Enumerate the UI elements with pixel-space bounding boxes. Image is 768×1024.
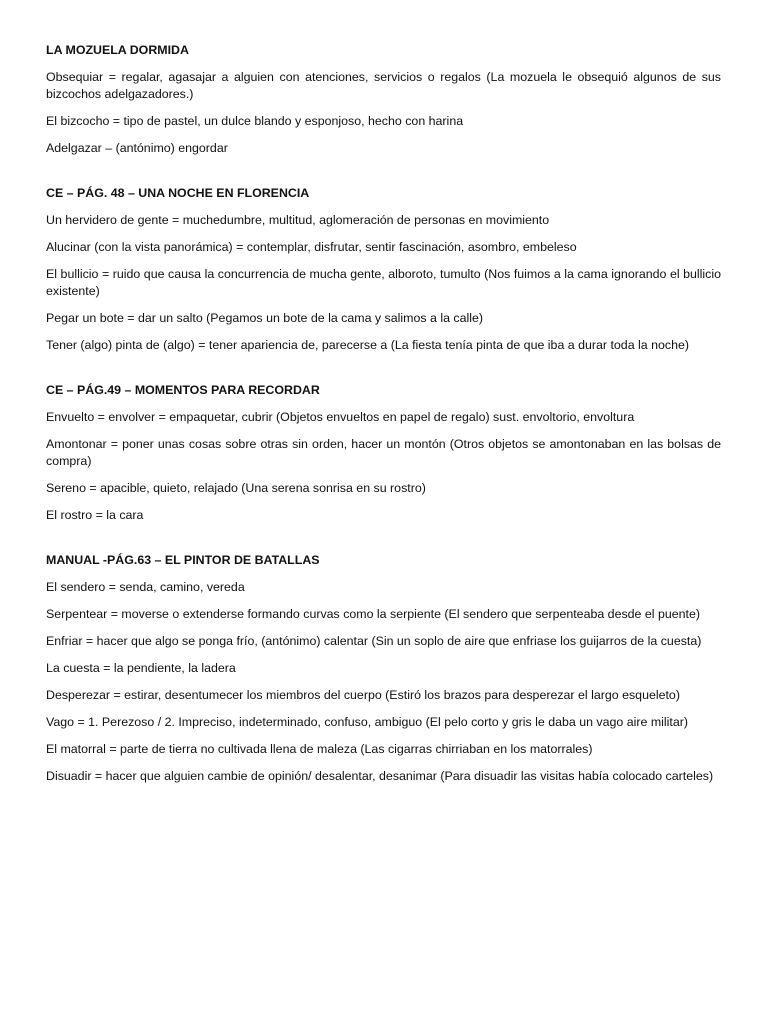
vocabulary-entry: Envuelto = envolver = empaquetar, cubrir (Objetos envueltos en papel de regalo) sust. envoltorio, envoltura xyxy=(46,410,635,424)
section-momentos-para-recordar xyxy=(46,382,721,524)
section-una-noche-en-florencia xyxy=(46,185,721,354)
vocabulary-entry: El rostro = la cara xyxy=(46,508,144,522)
section-title: CE – PÁG.49 – MOMENTOS PARA RECORDAR xyxy=(46,383,320,397)
vocabulary-entry: Tener (algo) pinta de (algo) = tener apariencia de, parecerse a (La fiesta tenía pinta de que iba a durar toda la noche) xyxy=(46,338,690,352)
vocabulary-entry: El bizcocho = tipo de pastel, un dulce blando y esponjoso, hecho con harina xyxy=(46,114,464,128)
vocabulary-entry: Vago = 1. Perezoso / 2. Impreciso, indeterminado, confuso, ambiguo (El pelo corto y gris le daba un vago aire militar) xyxy=(46,715,689,729)
vocabulary-entry: Desperezar = estirar, desentumecer los miembros del cuerpo (Estiró los brazos para desperezar el largo esqueleto) xyxy=(46,688,680,702)
vocabulary-entry: Disuadir = hacer que alguien cambie de opinión/ desalentar, desanimar (Para disuadir las visitas había colocado carteles) xyxy=(46,769,714,783)
vocabulary-entry: La cuesta = la pendiente, la ladera xyxy=(46,661,236,675)
section-title: MANUAL -PÁG.63 – EL PINTOR DE BATALLAS xyxy=(46,553,320,567)
section-title: CE – PÁG. 48 – UNA NOCHE EN FLORENCIA xyxy=(46,186,310,200)
vocabulary-entry: El bullicio = ruido que causa la concurrencia de mucha gente, alboroto, tumulto (Nos fuimos a la cama ignorando el bullicio existente) xyxy=(46,267,721,298)
vocabulary-entry: Enfriar = hacer que algo se ponga frío, (antónimo) calentar (Sin un soplo de aire que enfriase los guijarros de la cuesta) xyxy=(46,634,702,648)
vocabulary-entry: Amontonar = poner unas cosas sobre otras sin orden, hacer un montón (Otros objetos se amontonaban en las bolsas de compra) xyxy=(46,437,721,468)
vocabulary-entry: Obsequiar = regalar, agasajar a alguien con atenciones, servicios o regalos (La mozuela le obsequió algunos de sus bizcochos adelgazadores.) xyxy=(46,70,721,101)
vocabulary-entry: Serpentear = moverse o extenderse formando curvas como la serpiente (El sendero que serpenteaba desde el puente) xyxy=(46,607,700,621)
vocabulary-entry: Adelgazar – (antónimo) engordar xyxy=(46,141,228,155)
vocabulary-entry: Pegar un bote = dar un salto (Pegamos un bote de la cama y salimos a la calle) xyxy=(46,311,484,325)
vocabulary-entry: Alucinar (con la vista panorámica) = contemplar, disfrutar, sentir fascinación, asombro, embeleso xyxy=(46,240,577,254)
vocabulary-entry: Un hervidero de gente = muchedumbre, multitud, aglomeración de personas en movimiento xyxy=(46,213,550,227)
vocabulary-entry: El matorral = parte de tierra no cultivada llena de maleza (Las cigarras chirriaban en los matorrales) xyxy=(46,742,593,756)
vocabulary-entry: El sendero = senda, camino, vereda xyxy=(46,580,245,594)
section-title: LA MOZUELA DORMIDA xyxy=(46,43,189,57)
vocabulary-entry: Sereno = apacible, quieto, relajado (Una serena sonrisa en su rostro) xyxy=(46,481,426,495)
section-el-pintor-de-batallas xyxy=(46,552,721,785)
section-la-mozuela-dormida xyxy=(46,42,721,157)
